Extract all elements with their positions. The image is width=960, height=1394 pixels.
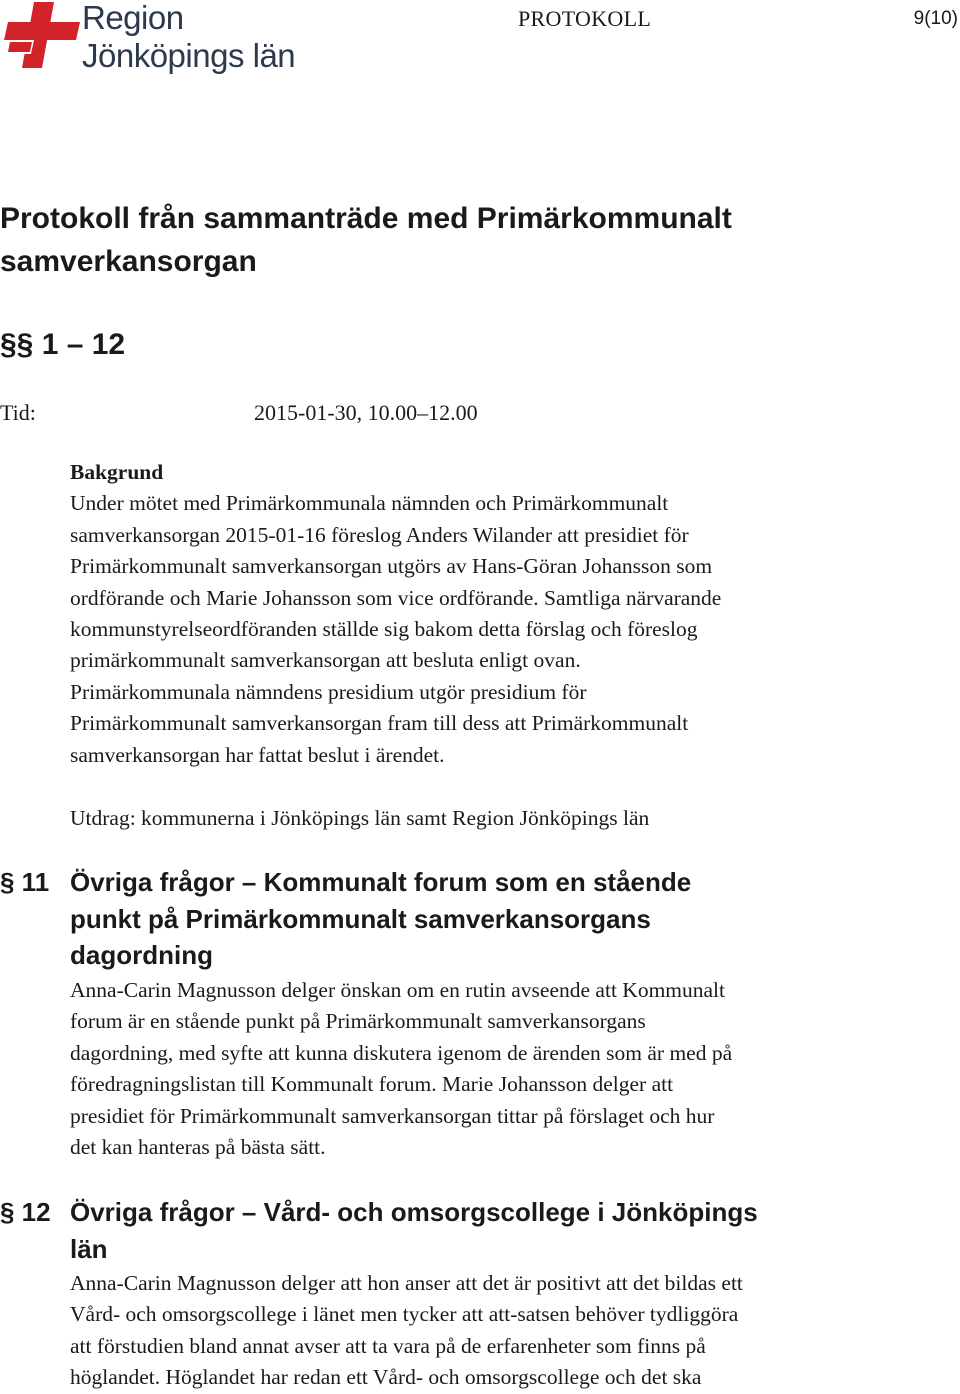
time-value: 2015-01-30, 10.00–12.00 bbox=[254, 400, 478, 425]
section-heading-11 bbox=[70, 864, 870, 974]
section-body-line: dagordning, med syfte att kunna diskutera igenom de ärenden som är med på bbox=[70, 1040, 733, 1065]
section-body-11 bbox=[70, 975, 930, 1163]
document-type: PROTOKOLL bbox=[518, 6, 652, 31]
background-section bbox=[70, 457, 930, 771]
section-body-line: Anna-Carin Magnusson delger att hon anser att det är positivt att det bildas ett bbox=[70, 1271, 743, 1295]
background-line: Primärkommunalt samverkansorgan fram till dess att Primärkommunalt bbox=[70, 711, 689, 736]
background-line: Primärkommunalt samverkansorgan utgörs av Hans-Göran Johansson som bbox=[70, 554, 713, 579]
section-heading-line: län bbox=[70, 1233, 108, 1264]
region-cross-icon bbox=[4, 2, 80, 74]
section-heading-line: Övriga frågor – Vård- och omsorgscollege i Jönköpings bbox=[70, 1197, 758, 1227]
section-body-line: höglandet. Höglandet har redan ett Vård- och omsorgscollege och det ska bbox=[70, 1365, 702, 1390]
section-heading-line: punkt på Primärkommunalt samverkansorgans bbox=[70, 903, 651, 934]
section-body-line: forum är en stående punkt på Primärkommunalt samverkansorgans bbox=[70, 1009, 646, 1034]
logo-line-region: Region bbox=[82, 0, 184, 36]
section-number-11: § 11 bbox=[0, 867, 50, 897]
page-title: Protokoll från sammanträde med Primärkommunalt samverkansorgan bbox=[0, 202, 732, 278]
background-line: Primärkommunala nämndens presidium utgör presidium för bbox=[70, 679, 587, 704]
paragraph-range: §§ 1 – 12 bbox=[0, 328, 126, 361]
background-line: Under mötet med Primärkommunala nämnden och Primärkommunalt bbox=[70, 491, 669, 516]
background-heading: Bakgrund bbox=[70, 460, 164, 484]
section-number-12: § 12 bbox=[0, 1197, 51, 1227]
section-heading-12 bbox=[70, 1194, 870, 1267]
section-body-12 bbox=[70, 1268, 930, 1394]
background-line: samverkansorgan har fattat beslut i ärendet. bbox=[70, 742, 445, 767]
section-body-line: att förstudien bland annat avser att ta vara på de erfarenheter som finns på bbox=[70, 1333, 706, 1358]
background-line: kommunstyrelseordföranden ställde sig bakom detta förslag och föreslog bbox=[70, 617, 698, 642]
extract-recipients: Utdrag: kommunerna i Jönköpings län samt Region Jönköpings län bbox=[70, 806, 650, 830]
section-heading-line: dagordning bbox=[70, 940, 213, 970]
logo-line-jonkopings-lan: Jönköpings län bbox=[82, 37, 296, 74]
section-body-line: Vård- och omsorgscollege i länet men tycker att att-satsen behöver tydliggöra bbox=[70, 1302, 739, 1327]
time-label: Tid: bbox=[0, 400, 36, 425]
section-body-line: presidiet för Primärkommunalt samverkansorgan tittar på förslaget och hur bbox=[70, 1103, 715, 1128]
region-logo bbox=[4, 0, 304, 80]
background-line: samverkansorgan 2015-01-16 föreslog Anders Wilander att presidiet för bbox=[70, 522, 689, 547]
background-line: ordförande och Marie Johansson som vice ordförande. Samtliga närvarande bbox=[70, 585, 722, 610]
section-heading-line: Övriga frågor – Kommunalt forum som en stående bbox=[70, 867, 692, 897]
background-line: primärkommunalt samverkansorgan att besluta enligt ovan. bbox=[70, 648, 581, 673]
section-body-line: föredragningslistan till Kommunalt forum. Marie Johansson delger att bbox=[70, 1072, 674, 1097]
section-body-line: Anna-Carin Magnusson delger önskan om en rutin avseende att Kommunalt bbox=[70, 978, 726, 1002]
page-number: 9(10) bbox=[913, 8, 958, 29]
section-body-line: det kan hanteras på bästa sätt. bbox=[70, 1135, 326, 1160]
